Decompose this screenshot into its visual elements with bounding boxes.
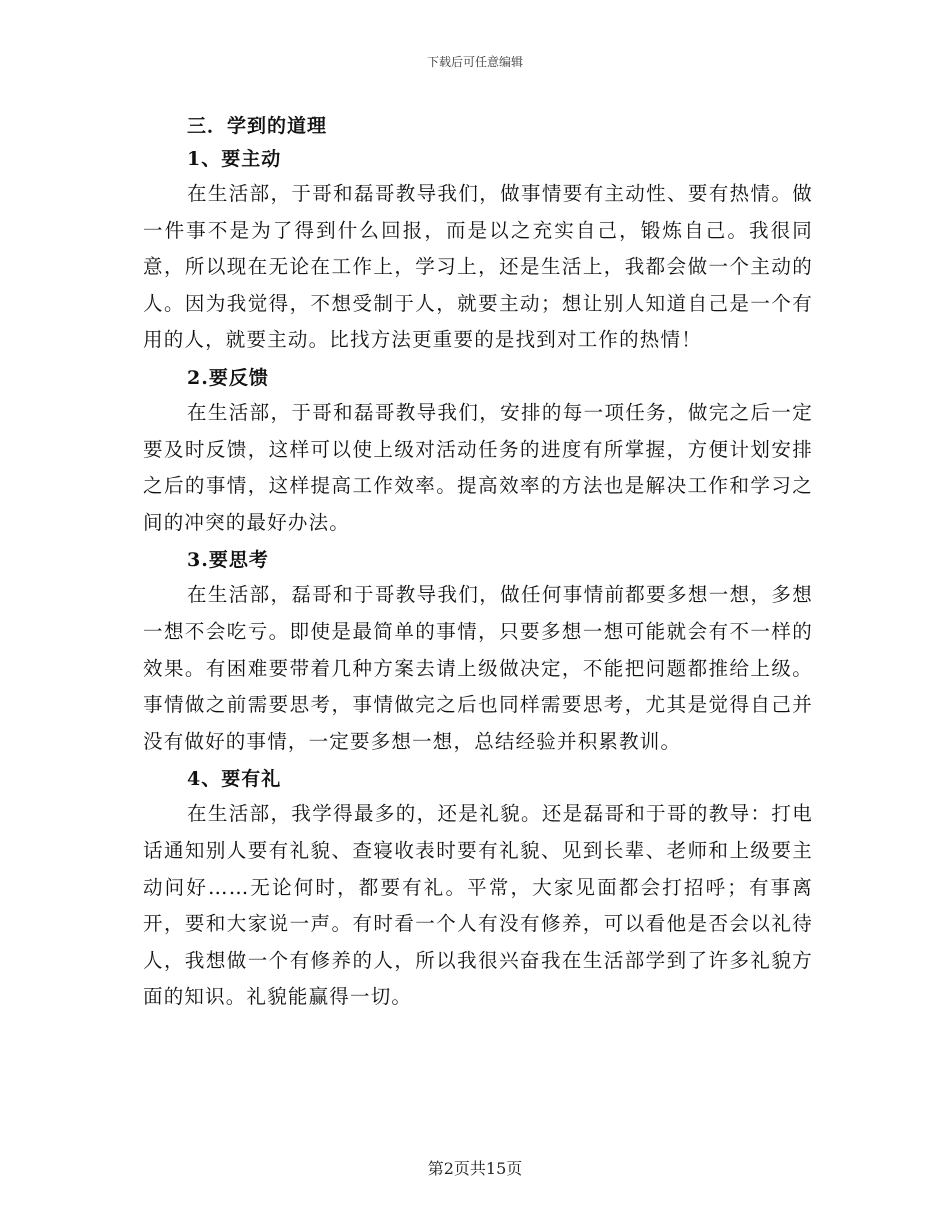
paragraph-feedback: 在生活部，于哥和磊哥教导我们，安排的每一项任务，做完之后一定要及时反馈，这样可以使上级对活动任务的进度有所掌握，方便计划安排之后的事情，这样提高工作效率。提高效率的方法也是解决工作和学习之间的冲突的最好办法。 xyxy=(143,400,813,534)
subsection-heading-thinking: 3.要思考 xyxy=(187,549,269,572)
subsection-heading-courtesy: 4、要有礼 xyxy=(187,768,282,791)
paragraph-thinking: 在生活部，磊哥和于哥教导我们，做任何事情前都要多想一想，多想一想不会吃亏。即使是最简单的事情，只要多想一想可能就会有不一样的效果。有困难要带着几种方案去请上级做决定，不能把问题都推给上级。事情做之前需要思考，事情做完之后也同样需要思考，尤其是觉得自己并没有做好的事情，一定要多想一想，总结经验并积累教训。 xyxy=(143,583,813,753)
page-header-note: 下载后可任意编辑 xyxy=(426,55,523,69)
page-number: 第2页共15页 xyxy=(427,1159,523,1178)
subsection-heading-feedback: 2.要反馈 xyxy=(187,366,269,389)
paragraph-proactive: 在生活部，于哥和磊哥教导我们，做事情要有主动性、要有热情。做一件事不是为了得到什么回报，而是以之充实自己，锻炼自己。我很同意，所以现在无论在工作上，学习上，还是生活上，我都会做一个主动的人。因为我觉得，不想受制于人，就要主动；想让别人知道自己是一个有用的人，就要主动。比找方法更重要的是找到对工作的热情！ xyxy=(143,182,813,352)
document-body xyxy=(143,110,813,1016)
paragraph-courtesy: 在生活部，我学得最多的，还是礼貌。还是磊哥和于哥的教导：打电话通知别人要有礼貌、查寝收表时要有礼貌、见到长辈、老师和上级要主动问好……无论何时，都要有礼。平常，大家见面都会打招呼；有事离开，要和大家说一声。有时看一个人有没有修养，可以看他是否会以礼待人，我想做一个有修养的人，所以我很兴奋我在生活部学到了许多礼貌方面的知识。礼貌能赢得一切。 xyxy=(143,802,813,1009)
section-heading-lessons: 三．学到的道理 xyxy=(187,115,328,137)
subsection-heading-proactive: 1、要主动 xyxy=(187,148,282,170)
